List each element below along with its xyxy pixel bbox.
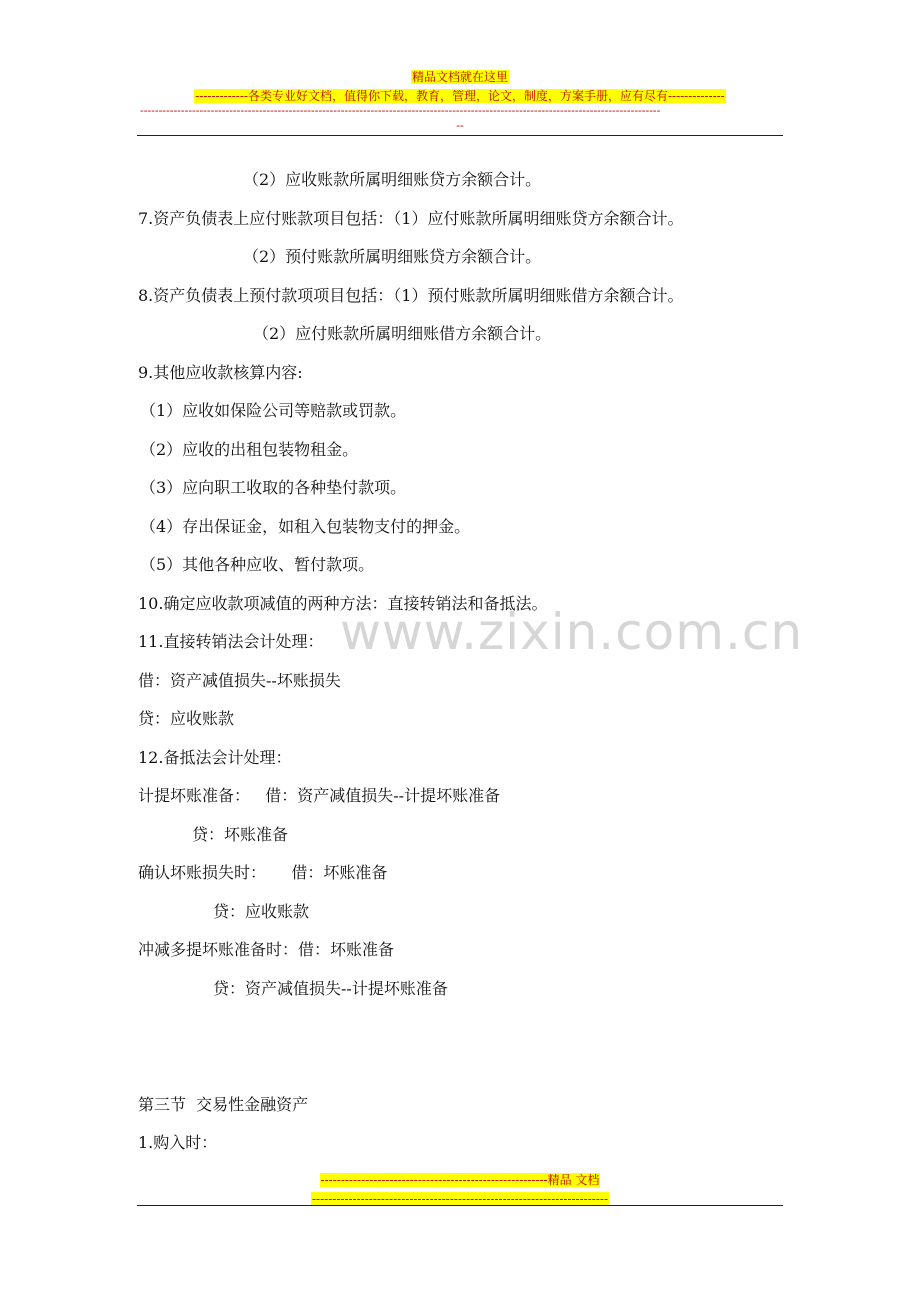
body-line: 10.确定应收款项减值的两种方法：直接转销法和备抵法。 — [138, 594, 548, 613]
body-line: 冲减多提坏账准备时：借：坏账准备 — [138, 940, 395, 959]
body-line: 1.购入时： — [138, 1133, 218, 1152]
header-subtitle: -------------各类专业好文档，值得你下载，教育，管理，论文，制度，方案手册，应有尽有-------------- — [195, 89, 725, 103]
body-line: （5）其他各种应收、暂付款项。 — [140, 555, 375, 574]
footer-line-1: --------------------------------------------------------精品 文档 — [320, 1173, 600, 1187]
body-line: 借：资产减值损失--坏账损失 — [138, 671, 341, 690]
body-line: （3）应向职工收取的各种垫付款项。 — [140, 478, 407, 497]
body-line: 12.备抵法会计处理： — [138, 748, 292, 767]
body-line: （4）存出保证金，如租入包装物支付的押金。 — [140, 517, 471, 536]
body-line: 计提坏账准备： 借：资产减值损失--计提坏账准备 — [138, 786, 501, 805]
body-line: 贷：资产减值损失--计提坏账准备 — [213, 979, 448, 998]
header-rule — [137, 135, 783, 136]
body-line: 11.直接转销法会计处理： — [138, 632, 324, 651]
footer-rule — [137, 1205, 783, 1206]
header-title: 精品文档就在这里 — [411, 70, 508, 84]
body-line: （2）预付账款所属明细账贷方余额合计。 — [243, 247, 542, 266]
header-dash-tail: -- — [456, 119, 464, 132]
footer-line-2: ------------------------------------------------------------------------- — [312, 1192, 608, 1206]
body-line: 9.其他应收款核算内容: — [138, 363, 303, 382]
body-line: 7.资产负债表上应付账款项目包括：（1）应付账款所属明细账贷方余额合计。 — [138, 209, 684, 228]
body-line: 贷：应收账款 — [213, 902, 310, 921]
header-dash-line: -------------------------------------------------------------------------------------------------------------------------------------------- — [140, 104, 661, 117]
body-line: 确认坏账损失时： 借：坏账准备 — [138, 863, 388, 882]
section-heading: 第三节 交易性金融资产 — [138, 1095, 309, 1114]
body-line: 8.资产负债表上预付款项项目包括：（1）预付账款所属明细账借方余额合计。 — [138, 286, 684, 305]
body-line: 贷：应收账款 — [138, 709, 235, 728]
body-line: 贷：坏账准备 — [192, 825, 289, 844]
watermark: www.zixin.com.cn — [340, 603, 804, 661]
body-line: （2）应收的出租包装物租金。 — [140, 440, 359, 459]
body-line: （1）应收如保险公司等赔款或罚款。 — [140, 401, 407, 420]
body-line: （2）应收账款所属明细账贷方余额合计。 — [243, 170, 542, 189]
body-line: （2）应付账款所属明细账借方余额合计。 — [253, 324, 552, 343]
